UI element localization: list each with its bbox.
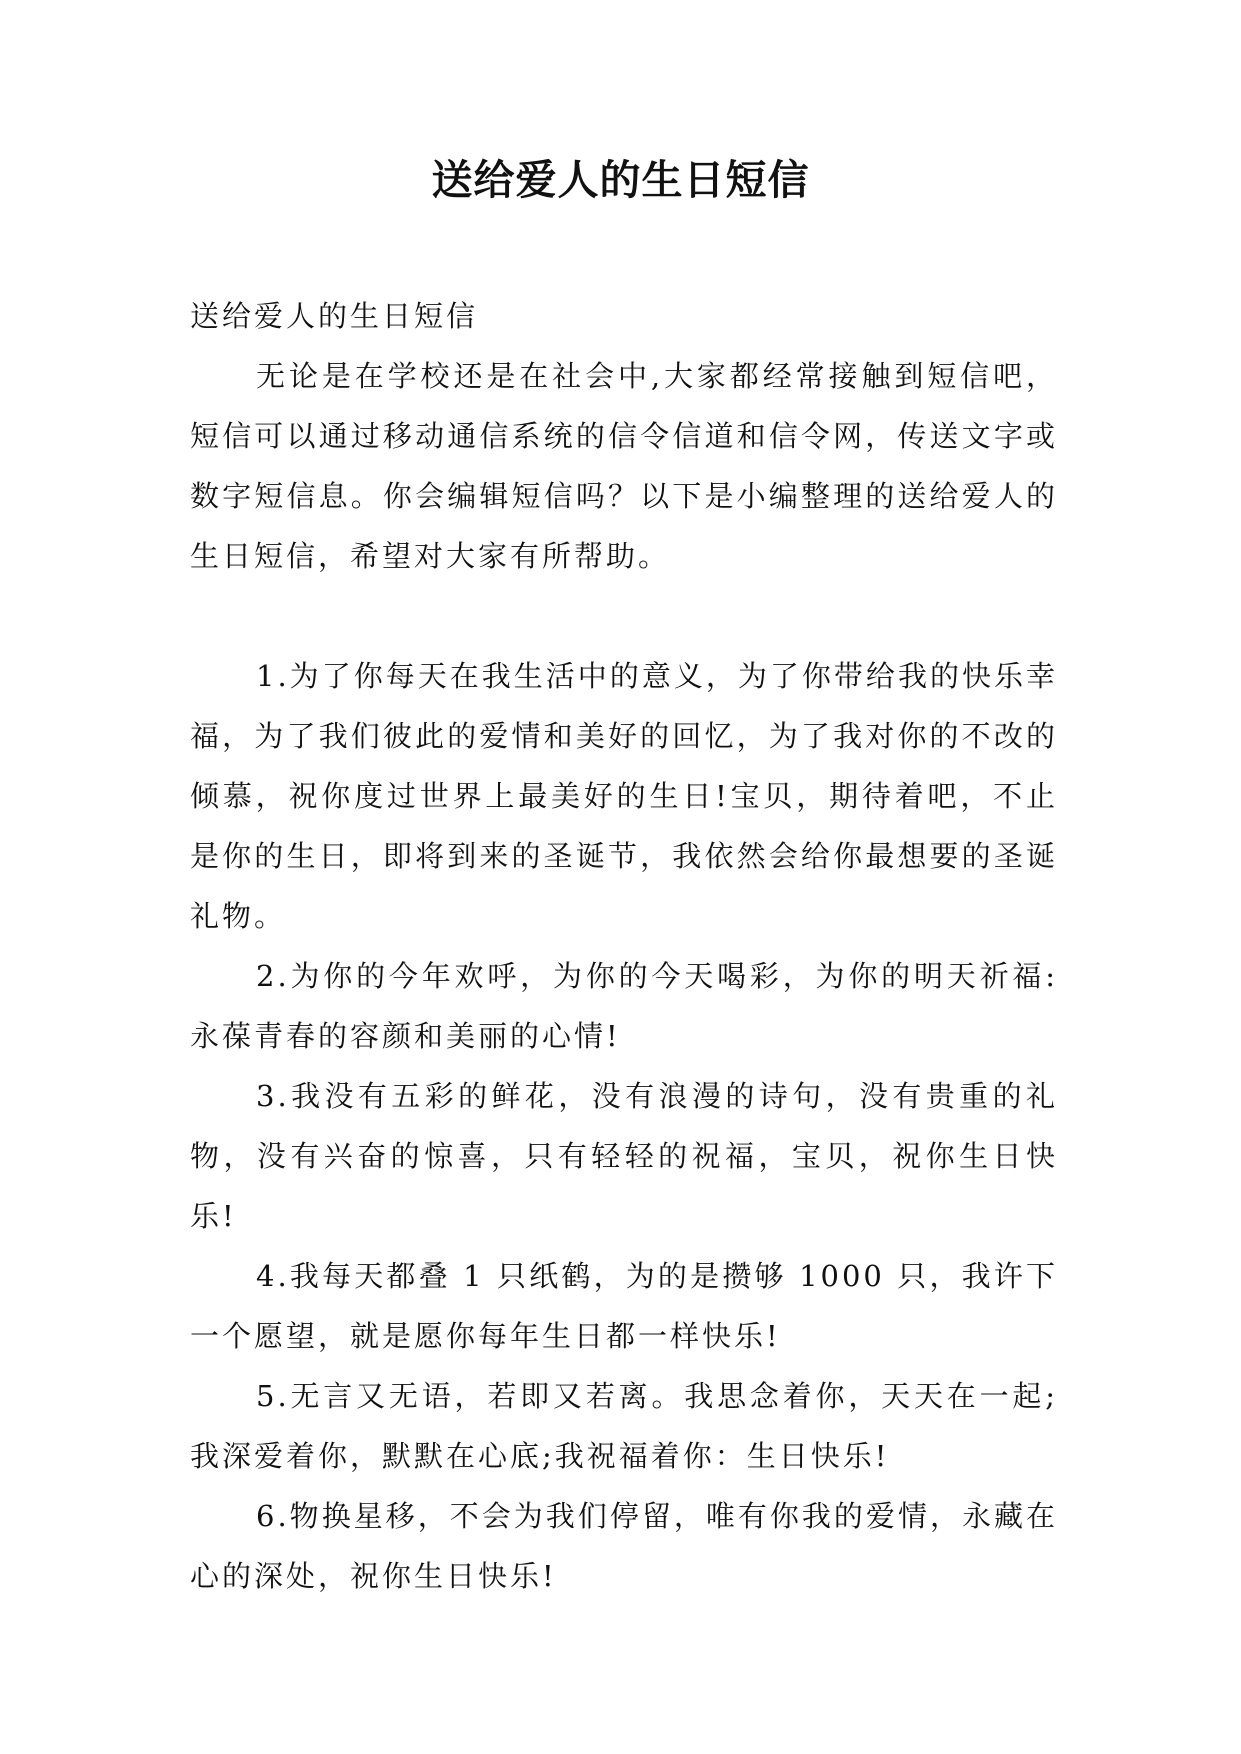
- intro-paragraph: 无论是在学校还是在社会中,大家都经常接触到短信吧，短信可以通过移动通信系统的信令信道和信令网，传送文字或数字短信息。你会编辑短信吗？以下是小编整理的送给爱人的生日短信，希望对大家有所帮助。: [190, 359, 1058, 573]
- wish-item-4: 4.我每天都叠 1 只纸鹤，为的是攒够 1000 只，我许下一个愿望，就是愿你每年生日都一样快乐!: [190, 1259, 1058, 1353]
- wish-item-6: 6.物换星移，不会为我们停留，唯有你我的爱情，永藏在心的深处，祝你生日快乐!: [190, 1499, 1058, 1593]
- document-subtitle: 送给爱人的生日短信: [190, 299, 479, 333]
- paragraph-spacer: [190, 586, 1058, 646]
- document-body: [190, 286, 1058, 1606]
- wish-item-1: 1.为了你每天在我生活中的意义，为了你带给我的快乐幸福，为了我们彼此的爱情和美好的回忆，为了我对你的不改的倾慕，祝你度过世界上最美好的生日!宝贝，期待着吧，不止是你的生日，即将到来的圣诞节，我依然会给你最想要的圣诞礼物。: [190, 659, 1058, 933]
- wish-item-5: 5.无言又无语，若即又若离。我思念着你，天天在一起;我深爱着你，默默在心底;我祝福着你：生日快乐!: [190, 1379, 1058, 1473]
- wish-item-2: 2.为你的今年欢呼，为你的今天喝彩，为你的明天祈福:永葆青春的容颜和美丽的心情!: [190, 959, 1058, 1053]
- document-title: 送给爱人的生日短信: [431, 156, 810, 204]
- wish-item-3: 3.我没有五彩的鲜花，没有浪漫的诗句，没有贵重的礼物，没有兴奋的惊喜，只有轻轻的祝福，宝贝，祝你生日快乐!: [190, 1079, 1058, 1233]
